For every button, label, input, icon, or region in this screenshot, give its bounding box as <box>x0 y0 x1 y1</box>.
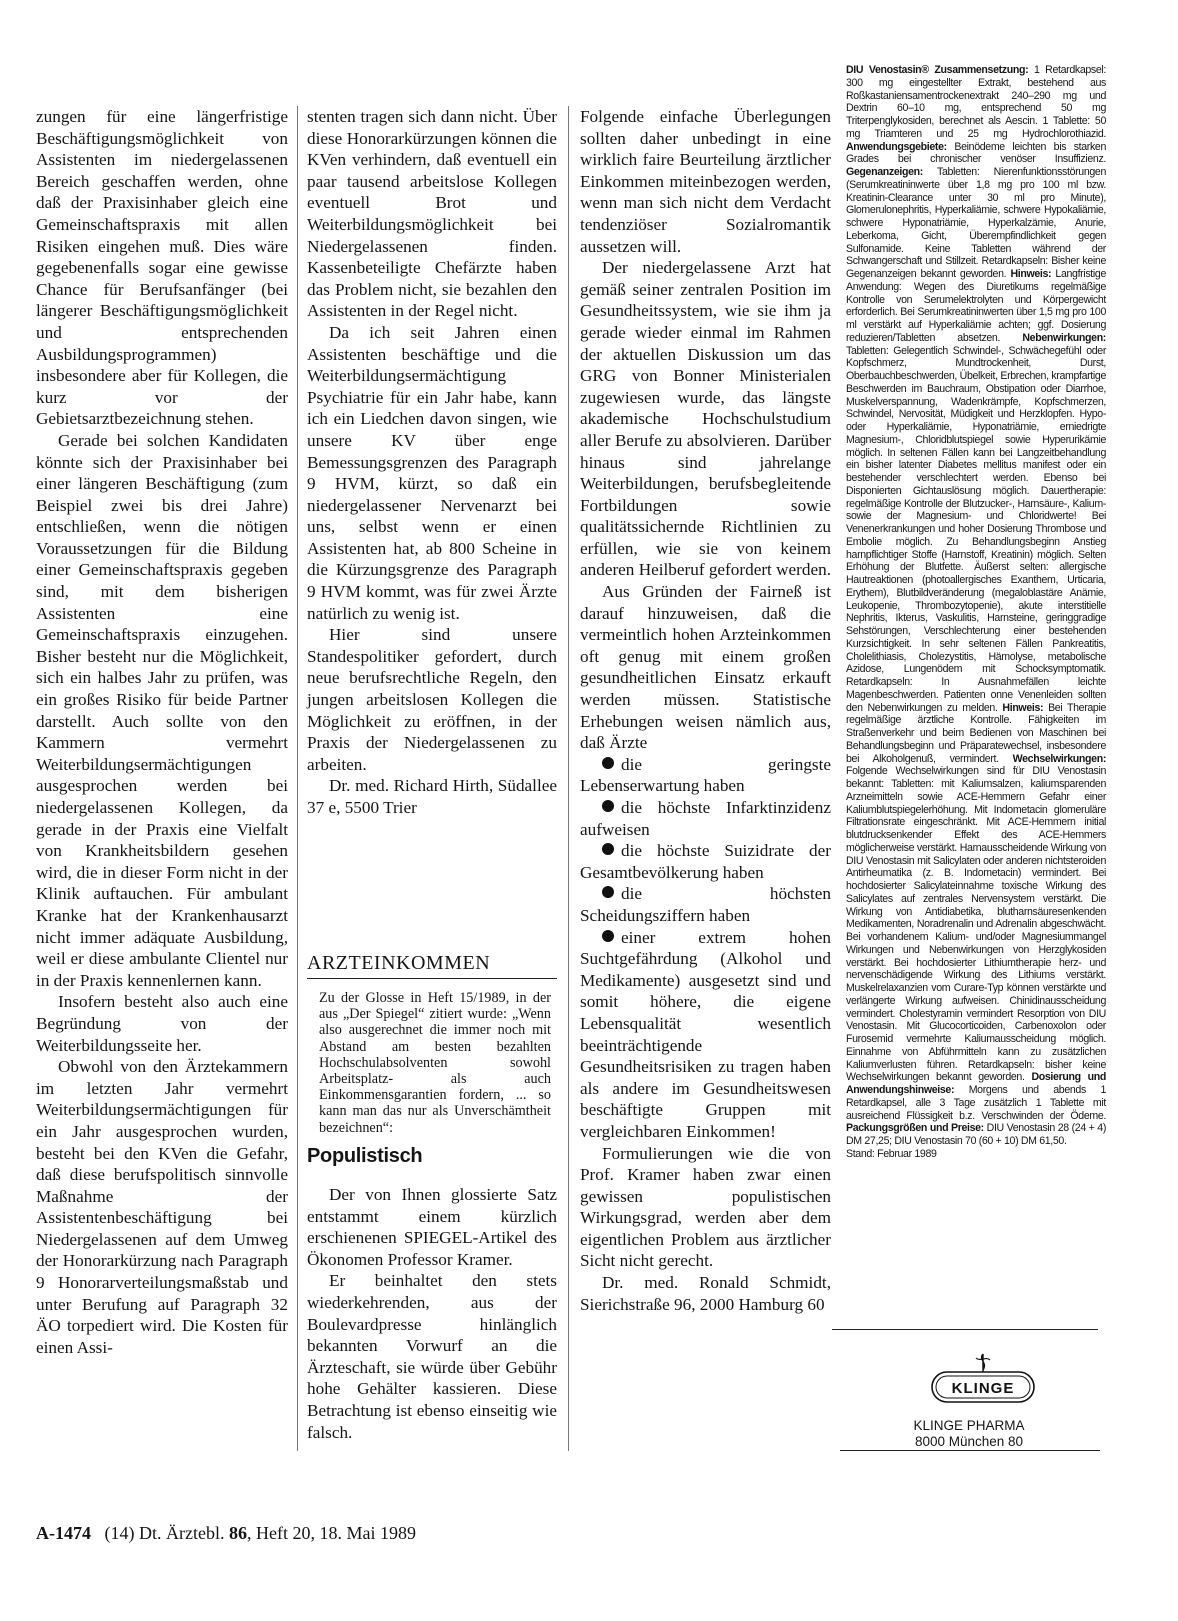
paragraph: Hier sind unsere Standespolitiker gefordert, durch neue berufsrechtliche Regeln, den jungen arbeitslosen Kollegen die Möglichkeit zu eröffnen, in der Praxis der Niedergelassenen zu arbeiten. <box>307 625 557 774</box>
bullet-item: die höchste Suizidrate der Gesamtbevölkerung haben <box>580 841 831 882</box>
brand-city: 8000 München 80 <box>914 1434 1024 1449</box>
rubric-underline <box>307 978 557 979</box>
paragraph: zungen für eine längerfristige Beschäftigungsmöglichkeit von Assistenten im niedergelassenen Bereich geschaffen werden, ohne daß der Praxisinhaber gleich eine Gemeinschaftspraxis mit allen Risiken eingehen muß. Dies wäre gegebenenfalls sogar eine gewisse Chance für Berufsanfänger (bei längerer Beschäftigungsmöglichkeit und entsprechenden Ausbildungsprogrammen) insbesondere aber für Kollegen, die kurz vor der Gebietsarztbezeichnung stehen. <box>36 107 288 429</box>
ad-product-label: DIU Venostasin® Zusammensetzung: <box>846 64 1029 76</box>
paragraph: stenten tragen sich dann nicht. Über diese Honorarkürzungen können die KVen verhindern, daß eventuell ein paar tausend arbeitslose Kollegen eventuell Brot und Weiterbildungsmöglichkeit bei Niedergelassenen finden. Kassenbeteiligte Chefärzte haben das Problem nicht, sie bezahlen den Assistenten in der Regel nicht. <box>307 107 557 321</box>
paragraph: Insofern besteht also auch eine Begründung von der Weiterbildungsseite her. <box>36 992 288 1055</box>
drug-advertisement: DIU Venostasin® Zusammensetzung: 1 Retardkapsel: 300 mg eingestellter Extrakt, bestehend aus Roßkastaniensamentrockenextrakt 240–290 mg und Dextrin 60–10 mg, entsprechend 50 mg Triterpenglykosiden, berechnet als Aescin. 1 Tablette: 50 mg Triamteren und 25 mg Hydrochlorothiazid. Anwendungsgebiete: Beinödeme leichten bis starken Grades bei chronischer venöser Insuffizienz. Gegenanzeigen: Tabletten: Nierenfunktionsstörungen (Serumkreatininwerte über 1,8 mg pro 100 ml bzw. Kreatinin-Clearance unter 30 ml pro Minute), Glomerulonephritis, Hyperkaliämie, schwere Hypokaliämie, schwere Hyponatriämie, Hyperkalzämie, Anurie, Leberkoma, Gicht, Überempfindlichkeit gegen Sulfonamide. Keine Tabletten während der Schwangerschaft und Stillzeit. Retardkapseln: Bisher keine Gegenanzeigen bekannt geworden. Hinweis: Langfristige Anwendung: Wegen des Diuretikums regelmäßige Kontrolle von Serumelektrolyten und Körpergewicht erforderlich. Bei Serumkreatininwerten über 1,5 mg pro 100 ml verstärkt auf Hyperkaliämie achten; ggf. Dosierung reduzieren/Tabletten absetzen. Nebenwirkungen: Tabletten: Gelegentlich Schwindel-, Schwächegefühl oder Kopfschmerz, Mundtrockenheit, Durst, Oberbauchbeschwerden, Übelkeit, Erbrechen, krampfartige Beschwerden im Bauchraum, Obstipation oder Diarrhoe, Muskelverspannung, Wadenkrämpfe, Kopfschmerzen, Schwindel, Nervosität, Müdigkeit und Herzklopfen. Hypo- oder Hyperkaliämie, Hyponatriämie, erniedrigte Magnesium-, Chloridblutspiegel sowie Hyperurikämie möglich. In seltenen Fällen kann bei Langzeitbehandlung ein bisher latenter Diabetes mellitus manifest oder ein bestehender verschlechtert werden. Ebenso bei Disponierten Gichtauslösung möglich. Dauertherapie: regelmäßige Kontrolle der Blutzucker-, Harnsäure-, Kalium- sowie der Magnesium- und Chloridwerte! Bei Venenerkrankungen und hoher Dosierung Thrombose und Embolie möglich. Zu Behandlungsbeginn Anstieg harnpflichtiger Stoffe (Harnstoff, Kreatinin) möglich. Selten Erhöhung der Blutfette. Äußerst selten: allergische Hautreaktionen (photoallergisches Exanthem, Urticaria, Erythem), Blutbildveränderung (megaloblastäre Anämie, Leukopenie, Thrombozytopenie), akute interstitielle Nephritis, Ikterus, Vaskulitis, Harnsteine, geringgradige Sehstörungen, Verschlechterung einer bestehenden Kurzsichtigkeit. In sehr seltenen Fällen Pankreatitis, Cholelithiasis, Cholezystitis, Hämolyse, metabolische Azidose, Lungenödem mit Schocksymptomatik. Retardkapseln: In Ausnahmefällen leichte Magenbeschwerden. Patienten onne Venenleiden sollten den Nebenwirkungen zu melden. Hinweis: Bei Therapie regelmäßige ärztliche Kontrolle. Fähigkeiten im Straßenverkehr und beim Bedienen von Maschinen bei Behandlungsbeginn und Präparatewechsel, insbesondere bei Alkoholgenuß, vermindert. Wechselwirkungen: Folgende Wechselwirkungen sind für DIU Venostasin bekannt: Tabletten: mit Kaliumsalzen, kaliumsparenden Arzneimitteln sowie ACE-Hemmern Gefahr einer Kaliumblutspiegelerhöhung. Mit Indometacin glomeruläre Filtrationsrate eingeschränkt. Mit ACE-Hemmern initial blutdrucksenkender Effekt des ACE-Hemmers möglicherweise verstärkt. Harnausscheidende Wirkung von DIU Venostasin mit Salicylaten oder anderen nichtsteroiden Antirheumatika (z. B. Indometacin) vermindert. Bei hochdosierter Salicylateinnahme toxische Wirkung des Salicylates auf zentrales Nervensystem verstärkt. Die Wirkung von Antidiabetika, blutharnsäuresenkenden Medikamenten, Noradrenalin und Adrenalin abgeschwächt. Bei vorhandenem Kalium- und/oder Magnesiummangel Wirkungen und Nebenwirkungen von Herzglykosiden verstärkt. Bei hochdosierter Lithiumtherapie herz- und nervenschädigende Wirkung des Lithiums verstärkt. Muskelrelaxanzien vom Curare-Typ können verstärkte und verlängerte Wirkung aufweisen. Chinidinausscheidung vermindert. Cholestyramin vermindert Resorption von DIU Venostasin. Mit Glucocorticoiden, Carbenoxolon oder Furosemid vermehrte Kaliumausscheidung möglich. Einnahme von Abführmitteln kann zu zusätzlichen Kaliumverlusten führen. Retardkapseln: bisher keine Wechselwirkungen bekannt geworden. Dosierung und Anwendungshinweise: Morgens und abends 1 Retardkapsel, alle 3 Tage zusätzlich 1 Tablette mit ausreichend Flüssigkeit b.z. Verschwinden der Ödeme. Packungsgrößen und Preise: DIU Venostasin 28 (24 + 4) DM 27,25; DIU Venostasin 70 (60 + 10) DM 61,50. Stand: Februar 1989 <box>846 64 1107 1160</box>
bullet-item: die geringste Lebenserwartung haben <box>580 754 831 796</box>
bullet-icon <box>602 886 614 898</box>
letter-signature: Dr. med. Richard Hirth, Südallee 37 e, 5500 Trier <box>307 776 557 817</box>
paragraph: Der niedergelassene Arzt hat gemäß seiner zentralen Position im Gesundheitssystem, wie sie ihm ja gerade wieder einmal im Rahmen der aktuellen Diskussion um das GRG von Bonner Ministerialen zugewiesen wurde, das längste akademische Hochschulstudium aller Berufe zu absolvieren. Darüber hinaus sind jahrelange Weiterbildungen, berufsbegleitende Fortbildungen sowie qualitätssichernde Richtlinien zu erfüllen, wie sie von keinem anderen Heilberuf gefordert werden. <box>580 258 831 580</box>
paragraph: Obwohl von den Ärztekammern im letzten Jahr vermehrt Weiterbildungsermächtigungen für ein Jahr ausgesprochen wurden, besteht bei den KVen die Gefahr, daß diese berufspolitisch sinnvolle Maßnahme der Assistentenbeschäftigung bei Niedergelassenen auf dem Umweg der Honorarkürzung nach Paragraph 9 Honorarverteilungsmaßstab und unter Berufung auf Paragraph 32 ÄO torpediert wird. Die Kosten für einen Assi- <box>36 1057 288 1357</box>
paragraph: Aus Gründen der Fairneß ist darauf hinzuweisen, daß die vermeintlich hohen Arzteinkommen oft genug mit einem großen gesundheitlichen Einsatz erkauft werden müssen. Statistische Erhebungen weisen nämlich aus, daß Ärzte <box>580 582 831 753</box>
paragraph: Er beinhaltet den stets wiederkehrenden, aus der Boulevardpresse hinlänglich bekannten Vorwurf an die Ärzteschaft, sie würde über Gebühr hohe Gehälter kassieren. Diese Betrachtung ist ebenso einseitig wie falsch. <box>307 1271 557 1442</box>
bullet-item: die höchste Infarktinzidenz aufweisen <box>580 798 831 839</box>
letter-headline: Populistisch <box>307 1145 423 1167</box>
column-divider <box>568 106 569 1451</box>
bullet-icon <box>602 930 614 942</box>
klinge-logo-icon <box>928 1350 1038 1420</box>
letter-signature: Dr. med. Ronald Schmidt, Sierichstraße 96, 2000 Hamburg 60 <box>580 1273 831 1314</box>
page-footer <box>36 1523 416 1544</box>
bullet-item: die höchsten Scheidungsziffern haben <box>580 884 831 925</box>
column-2-letter-body <box>307 1184 557 1443</box>
paragraph: Da ich seit Jahren einen Assistenten beschäftige und die Weiterbildungsermächtigung Psychiatrie für ein Jahr habe, kann ich ein Liedchen davon singen, wie unsere KV über enge Bemessungsgrenzen des Paragraph 9 HVM, kürzt, so daß ein niedergelassener Nervenarzt bei uns, selbst wenn er einen Assistenten hat, ab 800 Scheine in die Kürzungsgrenze des Paragraph 9 HVM kommt, was für zwei Ärzte natürlich zu wenig ist. <box>307 322 557 623</box>
brand-underline <box>840 1450 1100 1451</box>
ad-divider <box>832 1329 1098 1330</box>
logo-text: KLINGE <box>951 1380 1015 1397</box>
section-rubric: ARZTEINKOMMEN <box>307 952 491 974</box>
letter-intro: Zu der Glosse in Heft 15/1989, in der aus „Der Spiegel“ zitiert wurde: „Wenn also ausgerechnet die immer noch mit Abstand am besten bezahlten Hochschulabsolventen sowohl Arbeitsplatz- als auch Einkommensgarantien fordern, ... so kann man das nur als Unverschämtheit bezeichnen“: <box>319 990 551 1136</box>
paragraph: Folgende einfache Überlegungen sollten daher unbedingt in eine wirklich faire Beurteilung ärztlicher Einkommen miteinbezogen werden, wenn man sich nicht dem Verdacht tendenziöser Sozialromantik aussetzen will. <box>580 107 831 256</box>
bullet-icon <box>602 757 614 769</box>
brand-name: KLINGE PHARMA <box>913 1418 1025 1433</box>
bullet-item: einer extrem hohen Suchtgefährdung (Alkohol und Medikamente) ausgesetzt sind und somit höhere, die eigene Lebensqualität wesentlich beeinträchtigende Gesundheitsrisiken zu tragen haben als andere im Gesundheitswesen beschäftigte Gruppen mit vergleichbaren Einkommen! <box>580 927 831 1141</box>
volume-number: 86 <box>228 1523 247 1543</box>
brand-block <box>874 1418 1064 1450</box>
journal-ref: (14) Dt. Ärztebl. <box>104 1523 225 1543</box>
bullet-icon <box>602 800 614 812</box>
issue-date: , Heft 20, 18. Mai 1989 <box>246 1523 416 1543</box>
page-code: A-1474 <box>36 1523 91 1543</box>
column-3 <box>580 106 831 1315</box>
ad-status: Stand: Februar 1989 <box>846 1147 937 1160</box>
paragraph: Gerade bei solchen Kandidaten könnte sich der Praxisinhaber bei einer längeren Beschäftigung (zum Beispiel zwei bis drei Jahre) entschließen, wenn die nötigen Voraussetzungen für die Bildung einer Gemeinschaftspraxis gegeben sind, mit dem bisherigen Assistenten eine Gemeinschaftspraxis einzugehen. Bisher besteht nur die Möglichkeit, sich ein halbes Jahr zu prüfen, was ein großes Risiko für beide Partner darstellt. Auch sollte von den Kammern vermehrt Weiterbildungsermächtigungen ausgesprochen werden bei niedergelassenen Kollegen, da gerade in der Praxis eine Vielfalt von Krankheitsbildern gesehen wird, die in dieser Form nicht in der Klinik auftauchen. Für ambulant Kranke hat der Krankenhausarzt nicht immer adäquate Ausbildung, weil er diese ambulante Clientel nur in der Praxis kennenlernen kann. <box>36 430 288 990</box>
column-divider <box>297 106 298 1451</box>
paragraph: Formulierungen wie die von Prof. Kramer haben zwar einen gewissen populistischen Wirkungsgrad, werden aber dem eigentlichen Problem aus ärztlicher Sicht nicht gerecht. <box>580 1143 831 1271</box>
column-1 <box>36 106 288 1358</box>
bullet-icon <box>602 843 614 855</box>
column-2 <box>307 106 557 819</box>
paragraph: Der von Ihnen glossierte Satz entstammt einem kürzlich erschienenen SPIEGEL-Artikel des Ökonomen Professor Kramer. <box>307 1185 557 1269</box>
